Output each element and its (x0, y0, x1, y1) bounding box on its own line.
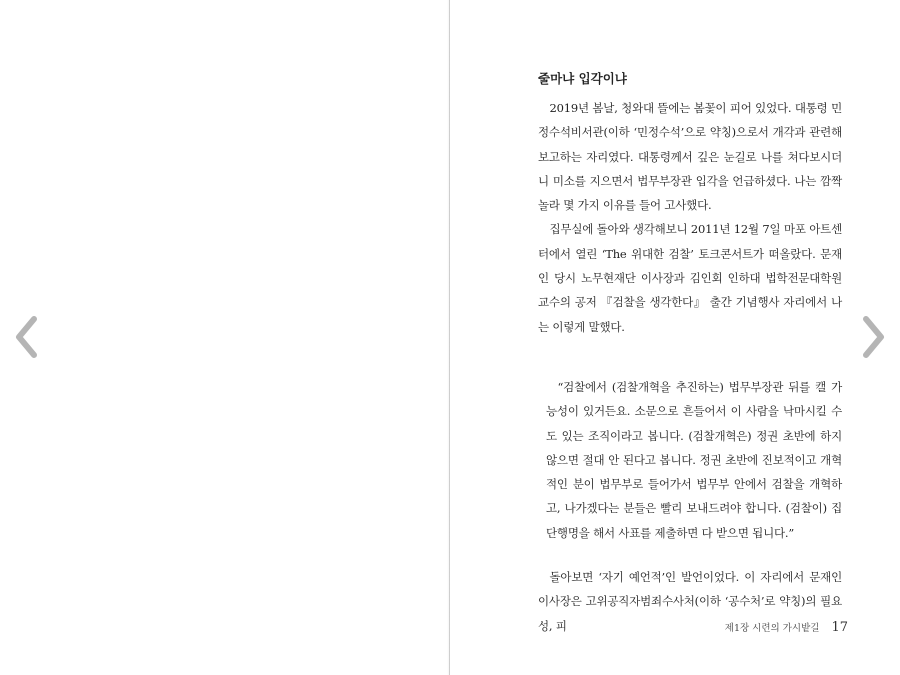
quote-text: “검찰에서 (검찰개혁을 추진하는) 법무부장관 뒤를 캘 가능성이 있거든요. 소문으로 흔들어서 이 사람을 낙마시킬 수도 있는 조직이라고 봅니다. (검찰개혁은) 정권 초반에 하지 않으면 절대 안 된다고 봅니다. 정권 초반에 진보적이고 개혁적인 분이 법무부로 들어가서 법무부 안에서 검찰을 개혁하고, 나가겠다는 분들은 빨리 보내드려야 합니다. (검찰이) 집단행명을 해서 사표를 제출하면 다 받으면 됩니다.” (546, 379, 842, 540)
paragraph: 집무실에 돌아와 생각해보니 2011년 12월 7일 마포 아트센터에서 열린 ‘The 위대한 검찰’ 토크콘서트가 떠올랐다. 문재인 당시 노무현재단 이사장과 김인회 인하대 법학전문대학원 교수의 공저 『검찰을 생각한다』 출간 기념행사 자리에서 나는 이렇게 말했다. (538, 222, 842, 334)
block-quote (546, 375, 842, 545)
section-title: 줄마냐 입각이냐 (538, 71, 627, 86)
page-text (538, 71, 842, 638)
page-number: 17 (831, 620, 848, 635)
previous-page-button[interactable] (12, 315, 42, 359)
paragraph: 돌아보면 ‘자기 예언적’인 발언이었다. 이 자리에서 문재인 이사장은 고위공직자범죄수사처(이하 ‘공수처’로 약칭)의 필요성, 피 (538, 570, 842, 633)
chevron-right-icon (860, 315, 886, 359)
paragraph: 2019년 봄날, 청와대 뜰에는 봄꽃이 피어 있었다. 대통령 민정수석비서관(이하 ‘민정수석’으로 약칭)으로서 개각과 관련해 보고하는 자리였다. 대통령께서 깊은 눈길로 나를 쳐다보시더니 미소를 지으면서 법무부장관 입각을 언급하셨다. 나는 깜짝 놀라 몇 가지 이유를 들어 고사했다. (538, 101, 842, 213)
page-footer (640, 620, 848, 635)
running-chapter-title: 제1장 시련의 가시밭길 (724, 623, 820, 634)
next-page-button[interactable] (858, 315, 888, 359)
chevron-left-icon (14, 315, 40, 359)
